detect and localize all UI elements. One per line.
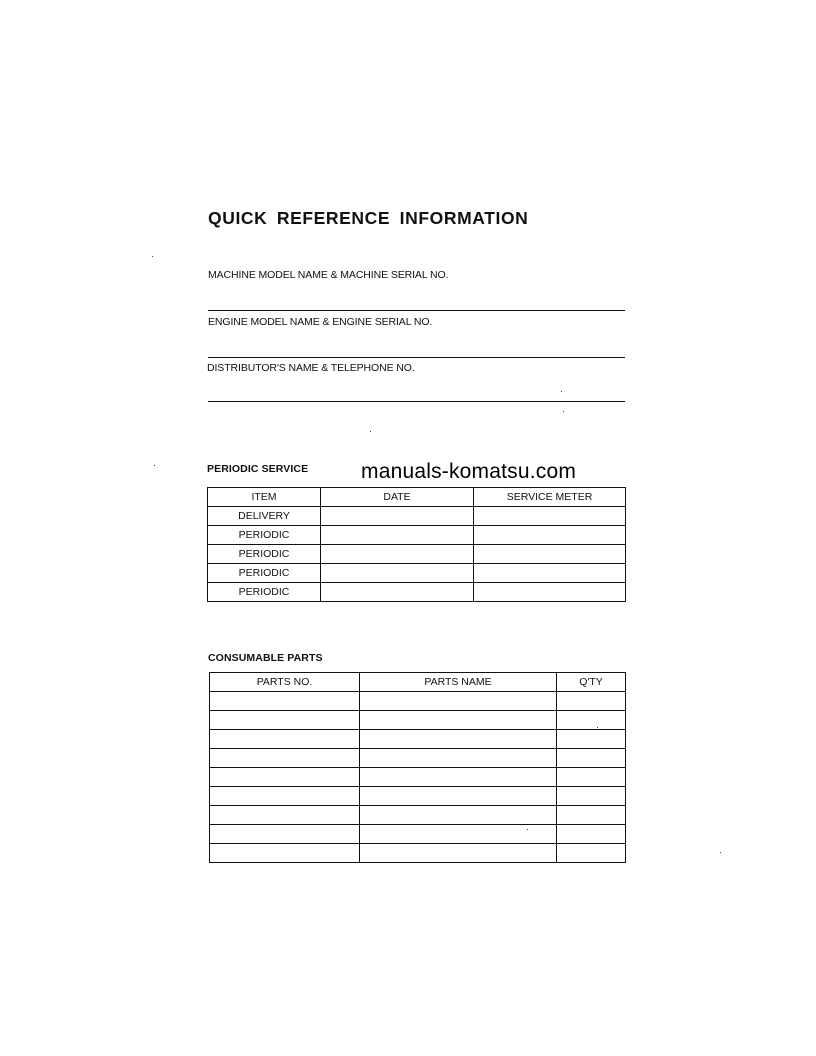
page-title: QUICK REFERENCE INFORMATION (208, 208, 529, 228)
periodic-header-row (208, 488, 626, 507)
table-row (210, 806, 626, 825)
scan-speck (563, 411, 564, 412)
qty-cell[interactable] (557, 844, 626, 863)
watermark-text: manuals-komatsu.com (361, 460, 577, 483)
item-cell: PERIODIC (208, 583, 321, 602)
consumable-parts-title: CONSUMABLE PARTS (208, 652, 323, 664)
parts-no-cell[interactable] (210, 787, 360, 806)
table-row (208, 545, 626, 564)
parts-no-cell[interactable] (210, 825, 360, 844)
parts-no-cell[interactable] (210, 844, 360, 863)
table-row (208, 526, 626, 545)
service-meter-cell[interactable] (474, 526, 626, 545)
header-date: DATE (321, 488, 474, 507)
qty-cell[interactable] (557, 825, 626, 844)
table-row (210, 711, 626, 730)
scan-speck (370, 431, 371, 432)
parts-name-cell[interactable] (360, 711, 557, 730)
header-item: ITEM (208, 488, 321, 507)
qty-cell[interactable] (557, 768, 626, 787)
table-row (208, 507, 626, 526)
qty-cell[interactable] (557, 730, 626, 749)
service-meter-cell[interactable] (474, 545, 626, 564)
qty-cell[interactable] (557, 749, 626, 768)
header-parts-no: PARTS NO. (210, 673, 360, 692)
item-cell: PERIODIC (208, 564, 321, 583)
scan-speck (154, 465, 155, 466)
scan-speck (597, 727, 598, 728)
parts-no-cell[interactable] (210, 730, 360, 749)
table-row (210, 787, 626, 806)
service-meter-cell[interactable] (474, 564, 626, 583)
table-row (210, 768, 626, 787)
parts-name-cell[interactable] (360, 730, 557, 749)
header-service-meter: SERVICE METER (474, 488, 626, 507)
date-cell[interactable] (321, 564, 474, 583)
scan-speck (720, 852, 721, 853)
parts-header-row (210, 673, 626, 692)
header-parts-name: PARTS NAME (360, 673, 557, 692)
service-meter-cell[interactable] (474, 507, 626, 526)
item-cell: PERIODIC (208, 526, 321, 545)
table-row (210, 825, 626, 844)
header-qty: Q'TY (557, 673, 626, 692)
parts-name-cell[interactable] (360, 787, 557, 806)
parts-no-cell[interactable] (210, 806, 360, 825)
qty-cell[interactable] (557, 711, 626, 730)
engine-model-line (208, 357, 625, 358)
qty-cell[interactable] (557, 692, 626, 711)
item-cell: DELIVERY (208, 507, 321, 526)
scan-speck (152, 256, 153, 257)
date-cell[interactable] (321, 583, 474, 602)
table-row (210, 844, 626, 863)
parts-name-cell[interactable] (360, 825, 557, 844)
machine-model-line (208, 310, 625, 311)
parts-no-cell[interactable] (210, 711, 360, 730)
date-cell[interactable] (321, 545, 474, 564)
table-row (210, 749, 626, 768)
periodic-service-title: PERIODIC SERVICE (207, 463, 309, 475)
date-cell[interactable] (321, 507, 474, 526)
parts-no-cell[interactable] (210, 692, 360, 711)
parts-name-cell[interactable] (360, 749, 557, 768)
consumable-parts-table (209, 672, 626, 863)
table-row (210, 692, 626, 711)
parts-no-cell[interactable] (210, 768, 360, 787)
service-meter-cell[interactable] (474, 583, 626, 602)
periodic-service-table (207, 487, 626, 602)
qty-cell[interactable] (557, 806, 626, 825)
machine-model-label: MACHINE MODEL NAME & MACHINE SERIAL NO. (208, 269, 449, 281)
parts-name-cell[interactable] (360, 844, 557, 863)
qty-cell[interactable] (557, 787, 626, 806)
parts-name-cell[interactable] (360, 768, 557, 787)
parts-name-cell[interactable] (360, 692, 557, 711)
scan-speck (561, 391, 562, 392)
parts-no-cell[interactable] (210, 749, 360, 768)
engine-model-label: ENGINE MODEL NAME & ENGINE SERIAL NO. (208, 316, 433, 328)
distributor-label: DISTRIBUTOR'S NAME & TELEPHONE NO. (207, 362, 415, 374)
parts-name-cell[interactable] (360, 806, 557, 825)
item-cell: PERIODIC (208, 545, 321, 564)
date-cell[interactable] (321, 526, 474, 545)
table-row (208, 583, 626, 602)
table-row (208, 564, 626, 583)
table-row (210, 730, 626, 749)
distributor-line (208, 401, 625, 402)
scan-speck (527, 829, 528, 830)
